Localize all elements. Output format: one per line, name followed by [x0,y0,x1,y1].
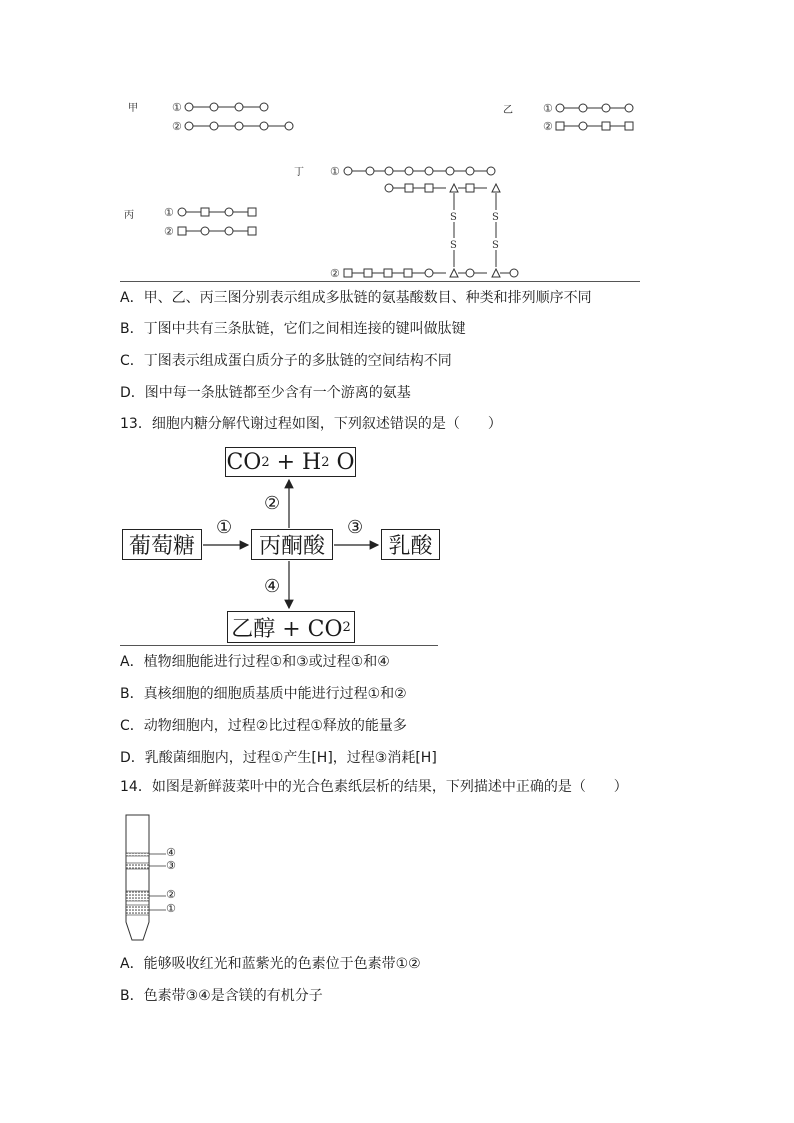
q13-stem: 13．细胞内糖分解代谢过程如图，下列叙述错误的是（ ） [120,416,502,432]
label-ding: 丁 [294,167,304,178]
q13-option-a: A．植物细胞能进行过程①和③或过程①和④ [120,654,390,670]
box-co2-h2o: CO 2 + H 2 O [225,447,356,477]
svg-text:②: ② [172,120,182,133]
q14-option-b: B．色素带③④是含镁的有机分子 [120,988,323,1004]
box-pyruvate: 丙酮酸 [251,529,333,560]
svg-text:①: ① [164,206,174,219]
svg-text:S: S [492,212,499,223]
label-yi: 乙 [503,105,513,116]
step1-label: ① [216,517,233,538]
band-label-4: ④ [166,846,176,859]
svg-text:S: S [450,240,457,251]
q13-option-b: B．真核细胞的细胞质基质中能进行过程①和② [120,686,407,702]
step4-label: ④ [264,576,281,597]
band-label-2: ② [166,888,176,901]
q14-option-a: A．能够吸收红光和蓝紫光的色素位于色素带①② [120,956,421,972]
label-jia: 甲 [128,103,138,114]
svg-text:②: ② [330,267,340,280]
q12-option-b: B．丁图中共有三条肽链，它们之间相连接的键叫做肽键 [120,321,466,337]
svg-text:②: ② [543,120,553,133]
label-bing: 丙 [124,210,134,221]
step2-label: ② [264,493,281,514]
box-glucose: 葡萄糖 [122,529,202,560]
q12-option-a: A．甲、乙、丙三图分别表示组成多肽链的氨基酸数目、种类和排列顺序不同 [120,290,592,306]
band-label-3: ③ [166,859,176,872]
box-lactate: 乳酸 [381,529,440,560]
q13-option-c: C．动物细胞内，过程②比过程①释放的能量多 [120,718,407,734]
band-label-1: ① [166,902,176,915]
svg-text:S: S [492,240,499,251]
svg-text:①: ① [543,102,553,115]
svg-text:②: ② [164,225,174,238]
svg-text:S: S [450,212,457,223]
step3-label: ③ [347,517,364,538]
svg-text:①: ① [172,101,182,114]
svg-text:①: ① [330,165,340,178]
box-ethanol-co2: 乙醇 + CO 2 [227,611,355,643]
q14-stem: 14．如图是新鲜菠菜叶中的光合色素纸层析的结果，下列描述中正确的是（ ） [120,779,628,795]
q12-option-c: C．丁图表示组成蛋白质分子的多肽链的空间结构不同 [120,353,452,369]
q13-option-d: D．乳酸菌细胞内，过程①产生[H]，过程③消耗[H] [120,750,437,766]
q12-option-d: D．图中每一条肽链都至少含有一个游离的氨基 [120,385,411,401]
